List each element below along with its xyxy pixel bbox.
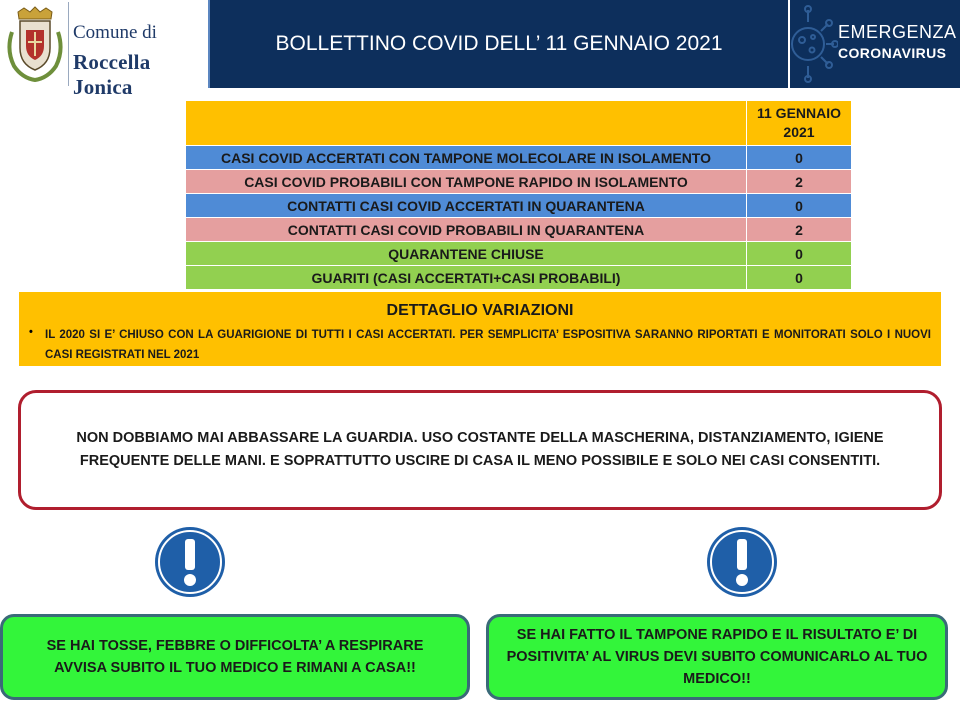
row-value: 0 xyxy=(747,266,852,290)
table-date-header: 11 GENNAIO 2021 xyxy=(747,101,852,146)
coat-of-arms-logo xyxy=(4,6,66,82)
table-row xyxy=(186,242,852,266)
details-box xyxy=(19,292,941,366)
row-value: 0 xyxy=(747,146,852,170)
row-label: CONTATTI CASI COVID PROBABILI IN QUARANTENA xyxy=(186,218,747,242)
row-value: 0 xyxy=(747,242,852,266)
table-header-blank xyxy=(186,101,747,146)
table-row xyxy=(186,170,852,194)
rapid-test-notice-text: SE HAI FATTO IL TAMPONE RAPIDO E IL RISULTATO E’ DI POSITIVITA’ AL VIRUS DEVI SUBITO COMUNICARLO AL TUO MEDICO!! xyxy=(506,627,928,687)
details-heading: DETTAGLIO VARIAZIONI xyxy=(386,302,574,319)
table-row xyxy=(186,266,852,290)
table-row xyxy=(186,218,852,242)
rapid-test-notice-box xyxy=(486,614,948,700)
emergency-badge-line1: EMERGENZA xyxy=(838,22,957,42)
bulletin-title: BOLLETTINO COVID DELL’ 11 GENNAIO 2021 xyxy=(275,32,723,55)
symptoms-notice-box xyxy=(0,614,470,700)
row-label: QUARANTENE CHIUSE xyxy=(186,242,747,266)
emergency-badge xyxy=(790,0,960,88)
row-label: GUARITI (CASI ACCERTATI+CASI PROBABILI) xyxy=(186,266,747,290)
exclamation-icon xyxy=(706,526,778,598)
municipality-prefix: Comune di xyxy=(73,22,157,43)
table-header-row xyxy=(186,101,852,146)
covid-cases-table xyxy=(185,100,852,290)
row-label: CASI COVID PROBABILI CON TAMPONE RAPIDO IN ISOLAMENTO xyxy=(186,170,747,194)
municipality-name-block xyxy=(68,2,205,99)
warning-text: NON DOBBIAMO MAI ABBASSARE LA GUARDIA. USO COSTANTE DELLA MASCHERINA, DISTANZIAMENTO, IGIENE FREQUENTE DELLE MANI. E SOPRATTUTTO USCIRE DI CASA IL MENO POSSIBILE E SOLO NEI CASI CONSENTITI. xyxy=(76,430,884,469)
row-value: 2 xyxy=(747,170,852,194)
row-label: CASI COVID ACCERTATI CON TAMPONE MOLECOLARE IN ISOLAMENTO xyxy=(186,146,747,170)
details-text: IL 2020 SI E’ CHIUSO CON LA GUARIGIONE DI TUTTI I CASI ACCERTATI. PER SEMPLICITA’ ESPOSITIVA SARANNO RIPORTATI E MONITORATI SOLO I NUOVI CASI REGISTRATI NEL 2021 xyxy=(45,329,931,361)
emergency-badge-line2: CORONAVIRUS xyxy=(838,45,947,61)
table-row xyxy=(186,146,852,170)
row-label: CONTATTI CASI COVID ACCERTATI IN QUARANTENA xyxy=(186,194,747,218)
municipality-name: Roccella Jonica xyxy=(73,50,151,99)
table-row xyxy=(186,194,852,218)
coronavirus-icon xyxy=(790,4,838,84)
exclamation-icon xyxy=(154,526,226,598)
bulletin-title-bar xyxy=(208,0,788,88)
symptoms-notice-text: SE HAI TOSSE, FEBBRE O DIFFICOLTA’ A RESPIRARE AVVISA SUBITO IL TUO MEDICO E RIMANI A CASA!! xyxy=(46,638,424,676)
bullet-icon: • xyxy=(29,326,33,338)
warning-box xyxy=(18,390,942,510)
row-value: 2 xyxy=(747,218,852,242)
row-value: 0 xyxy=(747,194,852,218)
